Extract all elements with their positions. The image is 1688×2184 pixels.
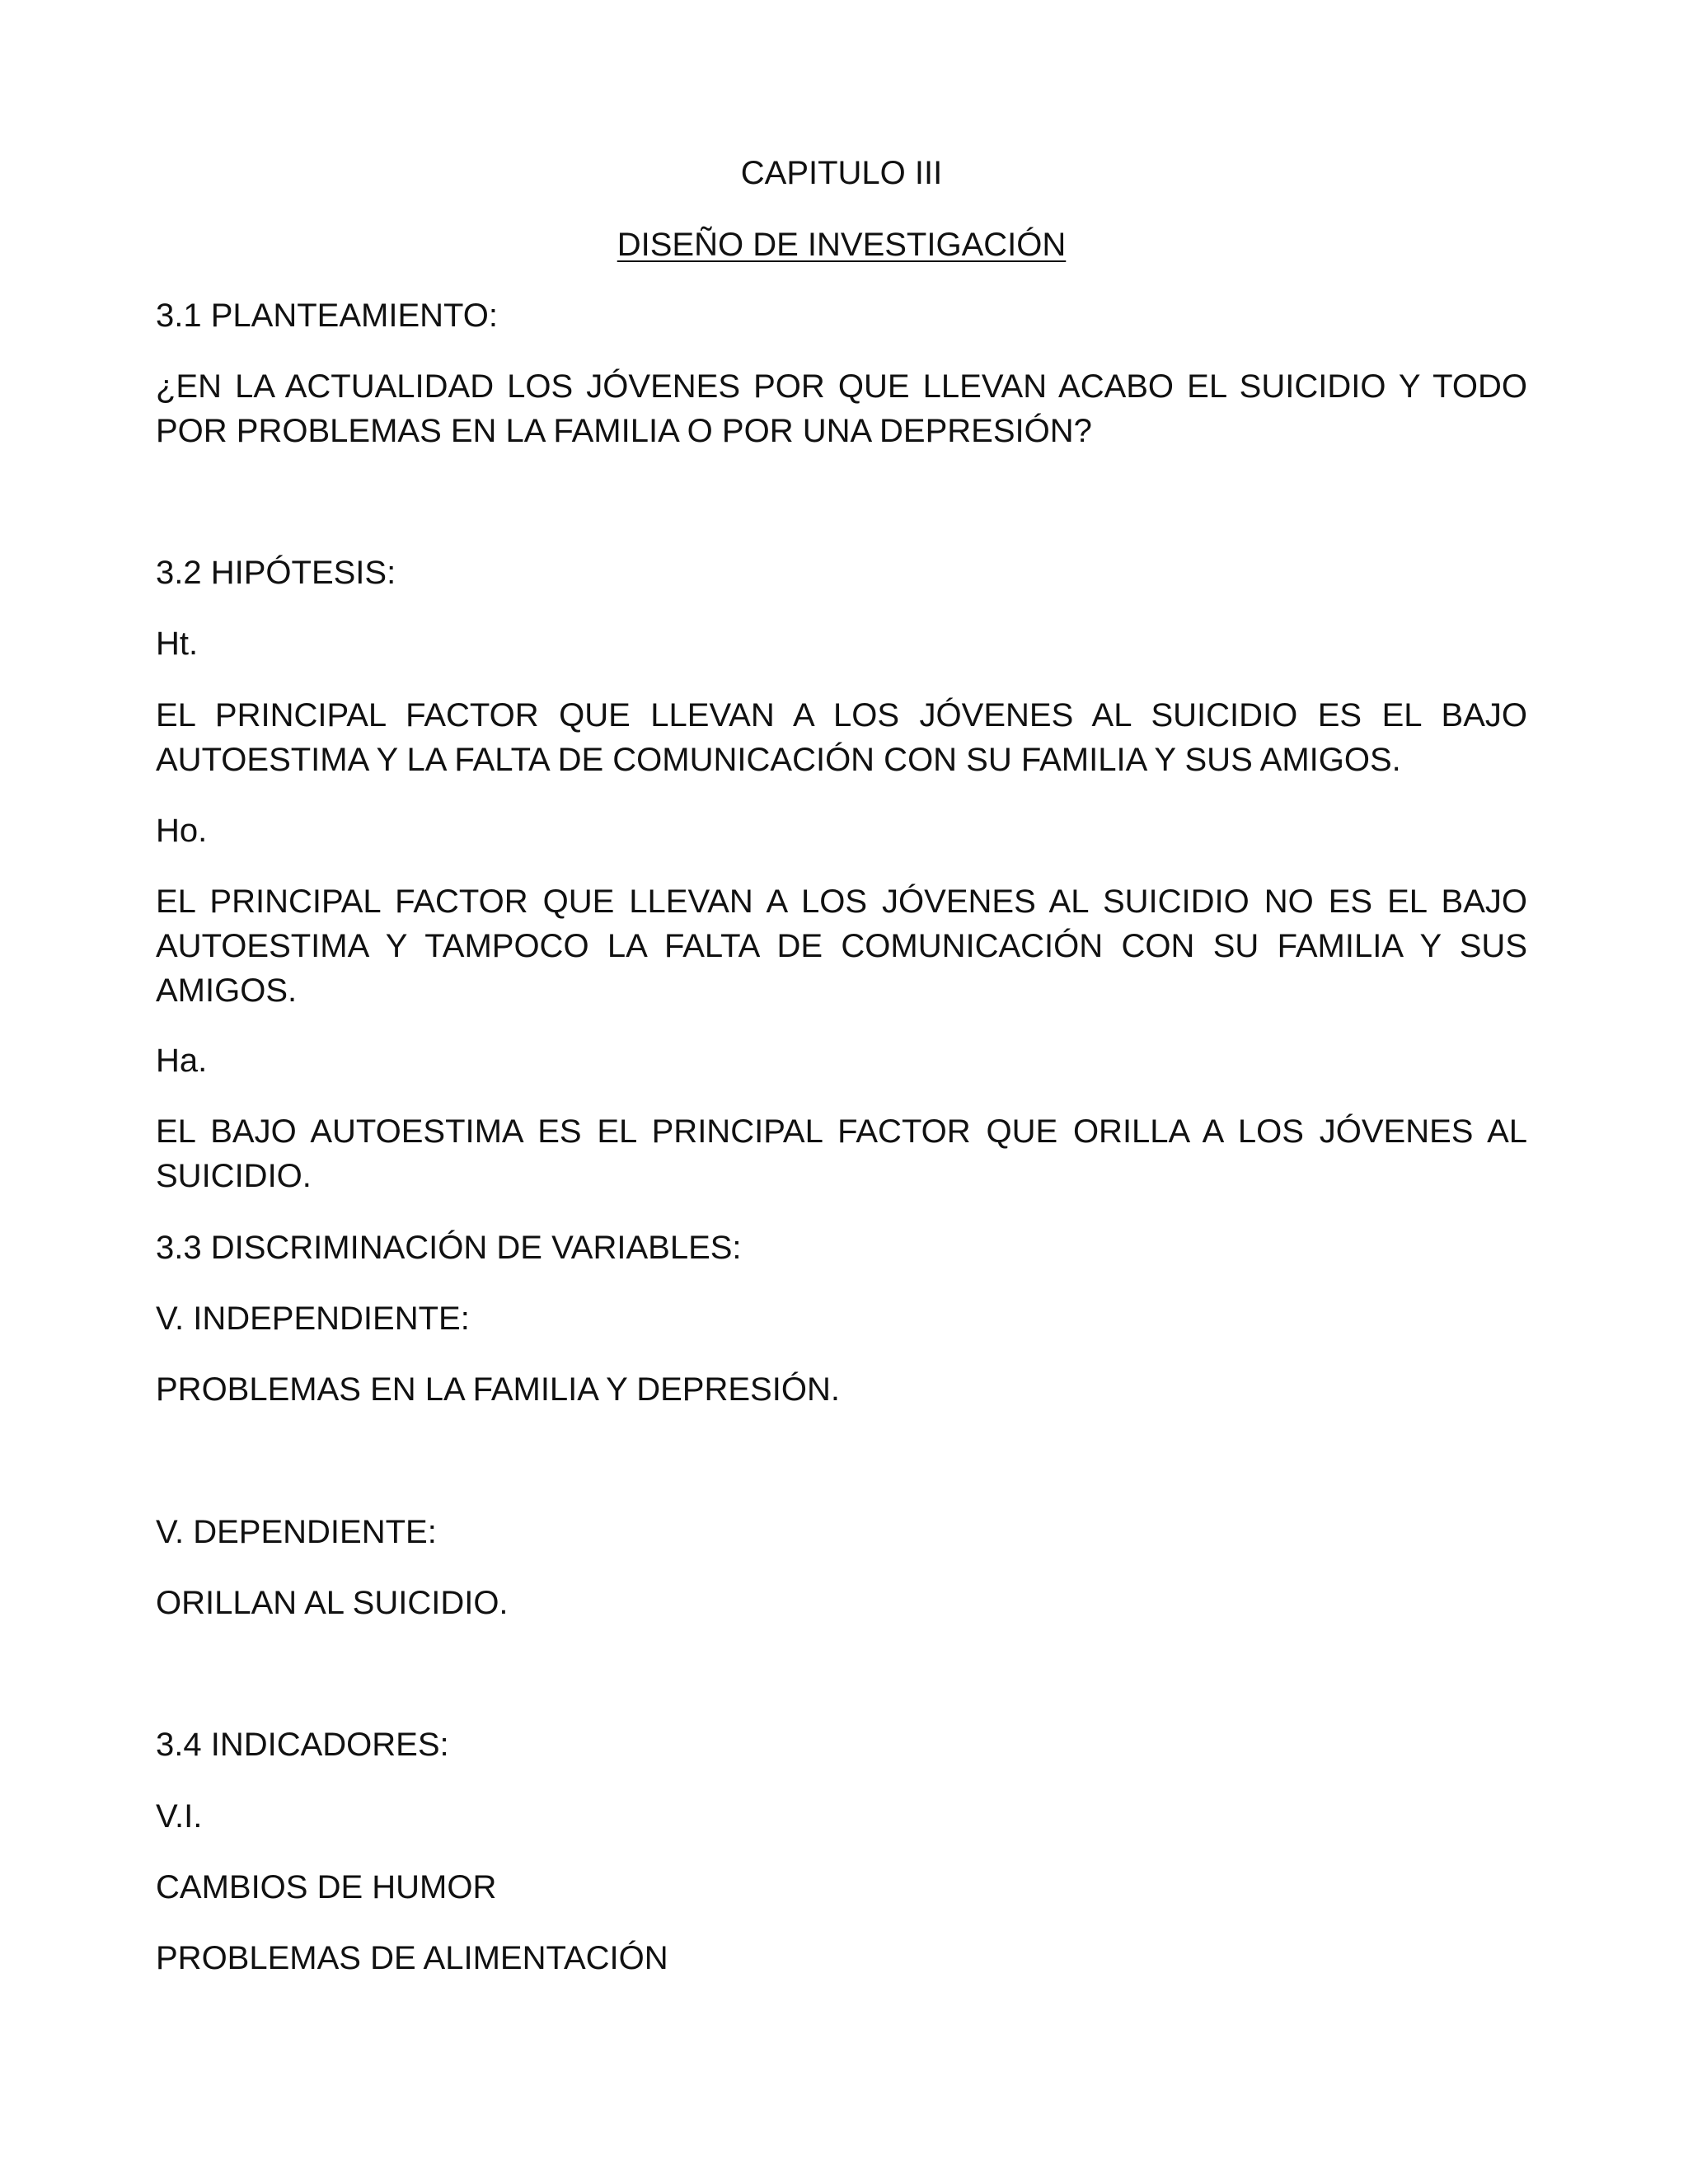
- section-3-3-heading: 3.3 DISCRIMINACIÓN DE VARIABLES:: [156, 1230, 742, 1266]
- variable-dependent-text: ORILLAN AL SUICIDIO.: [156, 1585, 509, 1621]
- indicator-item-2: PROBLEMAS DE ALIMENTACIÓN: [156, 1940, 668, 1976]
- chapter-title: CAPITULO III: [740, 155, 943, 191]
- variable-dependent-heading: V. DEPENDIENTE:: [156, 1514, 437, 1550]
- hypothesis-ho-label: Ho.: [156, 813, 208, 849]
- variable-independent-text: PROBLEMAS EN LA FAMILIA Y DEPRESIÓN.: [156, 1371, 840, 1408]
- hypothesis-ha-text: EL BAJO AUTOESTIMA ES EL PRINCIPAL FACTOR QUE ORILLA A LOS JÓVENES AL SUICIDIO.: [156, 1113, 1527, 1194]
- chapter-subtitle: [156, 223, 1527, 267]
- hypothesis-ho-text: EL PRINCIPAL FACTOR QUE LLEVAN A LOS JÓVENES AL SUICIDIO NO ES EL BAJO AUTOESTIMA Y TAMPOCO LA FALTA DE COMUNICACIÓN CON SU FAMILIA Y SUS AMIGOS.: [156, 883, 1527, 1009]
- section-3-1-question: ¿EN LA ACTUALIDAD LOS JÓVENES POR QUE LLEVAN ACABO EL SUICIDIO Y TODO POR PROBLEMAS EN LA FAMILIA O POR UNA DEPRESIÓN?: [156, 368, 1527, 449]
- hypothesis-ha-label: Ha.: [156, 1043, 208, 1079]
- section-3-1-heading: 3.1 PLANTEAMIENTO:: [156, 298, 498, 334]
- chapter-subtitle-text: DISEÑO DE INVESTIGACIÓN: [617, 227, 1067, 263]
- hypothesis-ht-label: Ht.: [156, 626, 199, 662]
- indicator-vi-label: V.I.: [156, 1798, 203, 1835]
- indicator-item-1: CAMBIOS DE HUMOR: [156, 1869, 497, 1905]
- section-3-4-heading: 3.4 INDICADORES:: [156, 1727, 449, 1763]
- hypothesis-ht-text: EL PRINCIPAL FACTOR QUE LLEVAN A LOS JÓVENES AL SUICIDIO ES EL BAJO AUTOESTIMA Y LA FALTA DE COMUNICACIÓN CON SU FAMILIA Y SUS AMIGOS.: [156, 697, 1527, 778]
- variable-independent-heading: V. INDEPENDIENTE:: [156, 1301, 470, 1337]
- section-3-2-heading: 3.2 HIPÓTESIS:: [156, 555, 396, 591]
